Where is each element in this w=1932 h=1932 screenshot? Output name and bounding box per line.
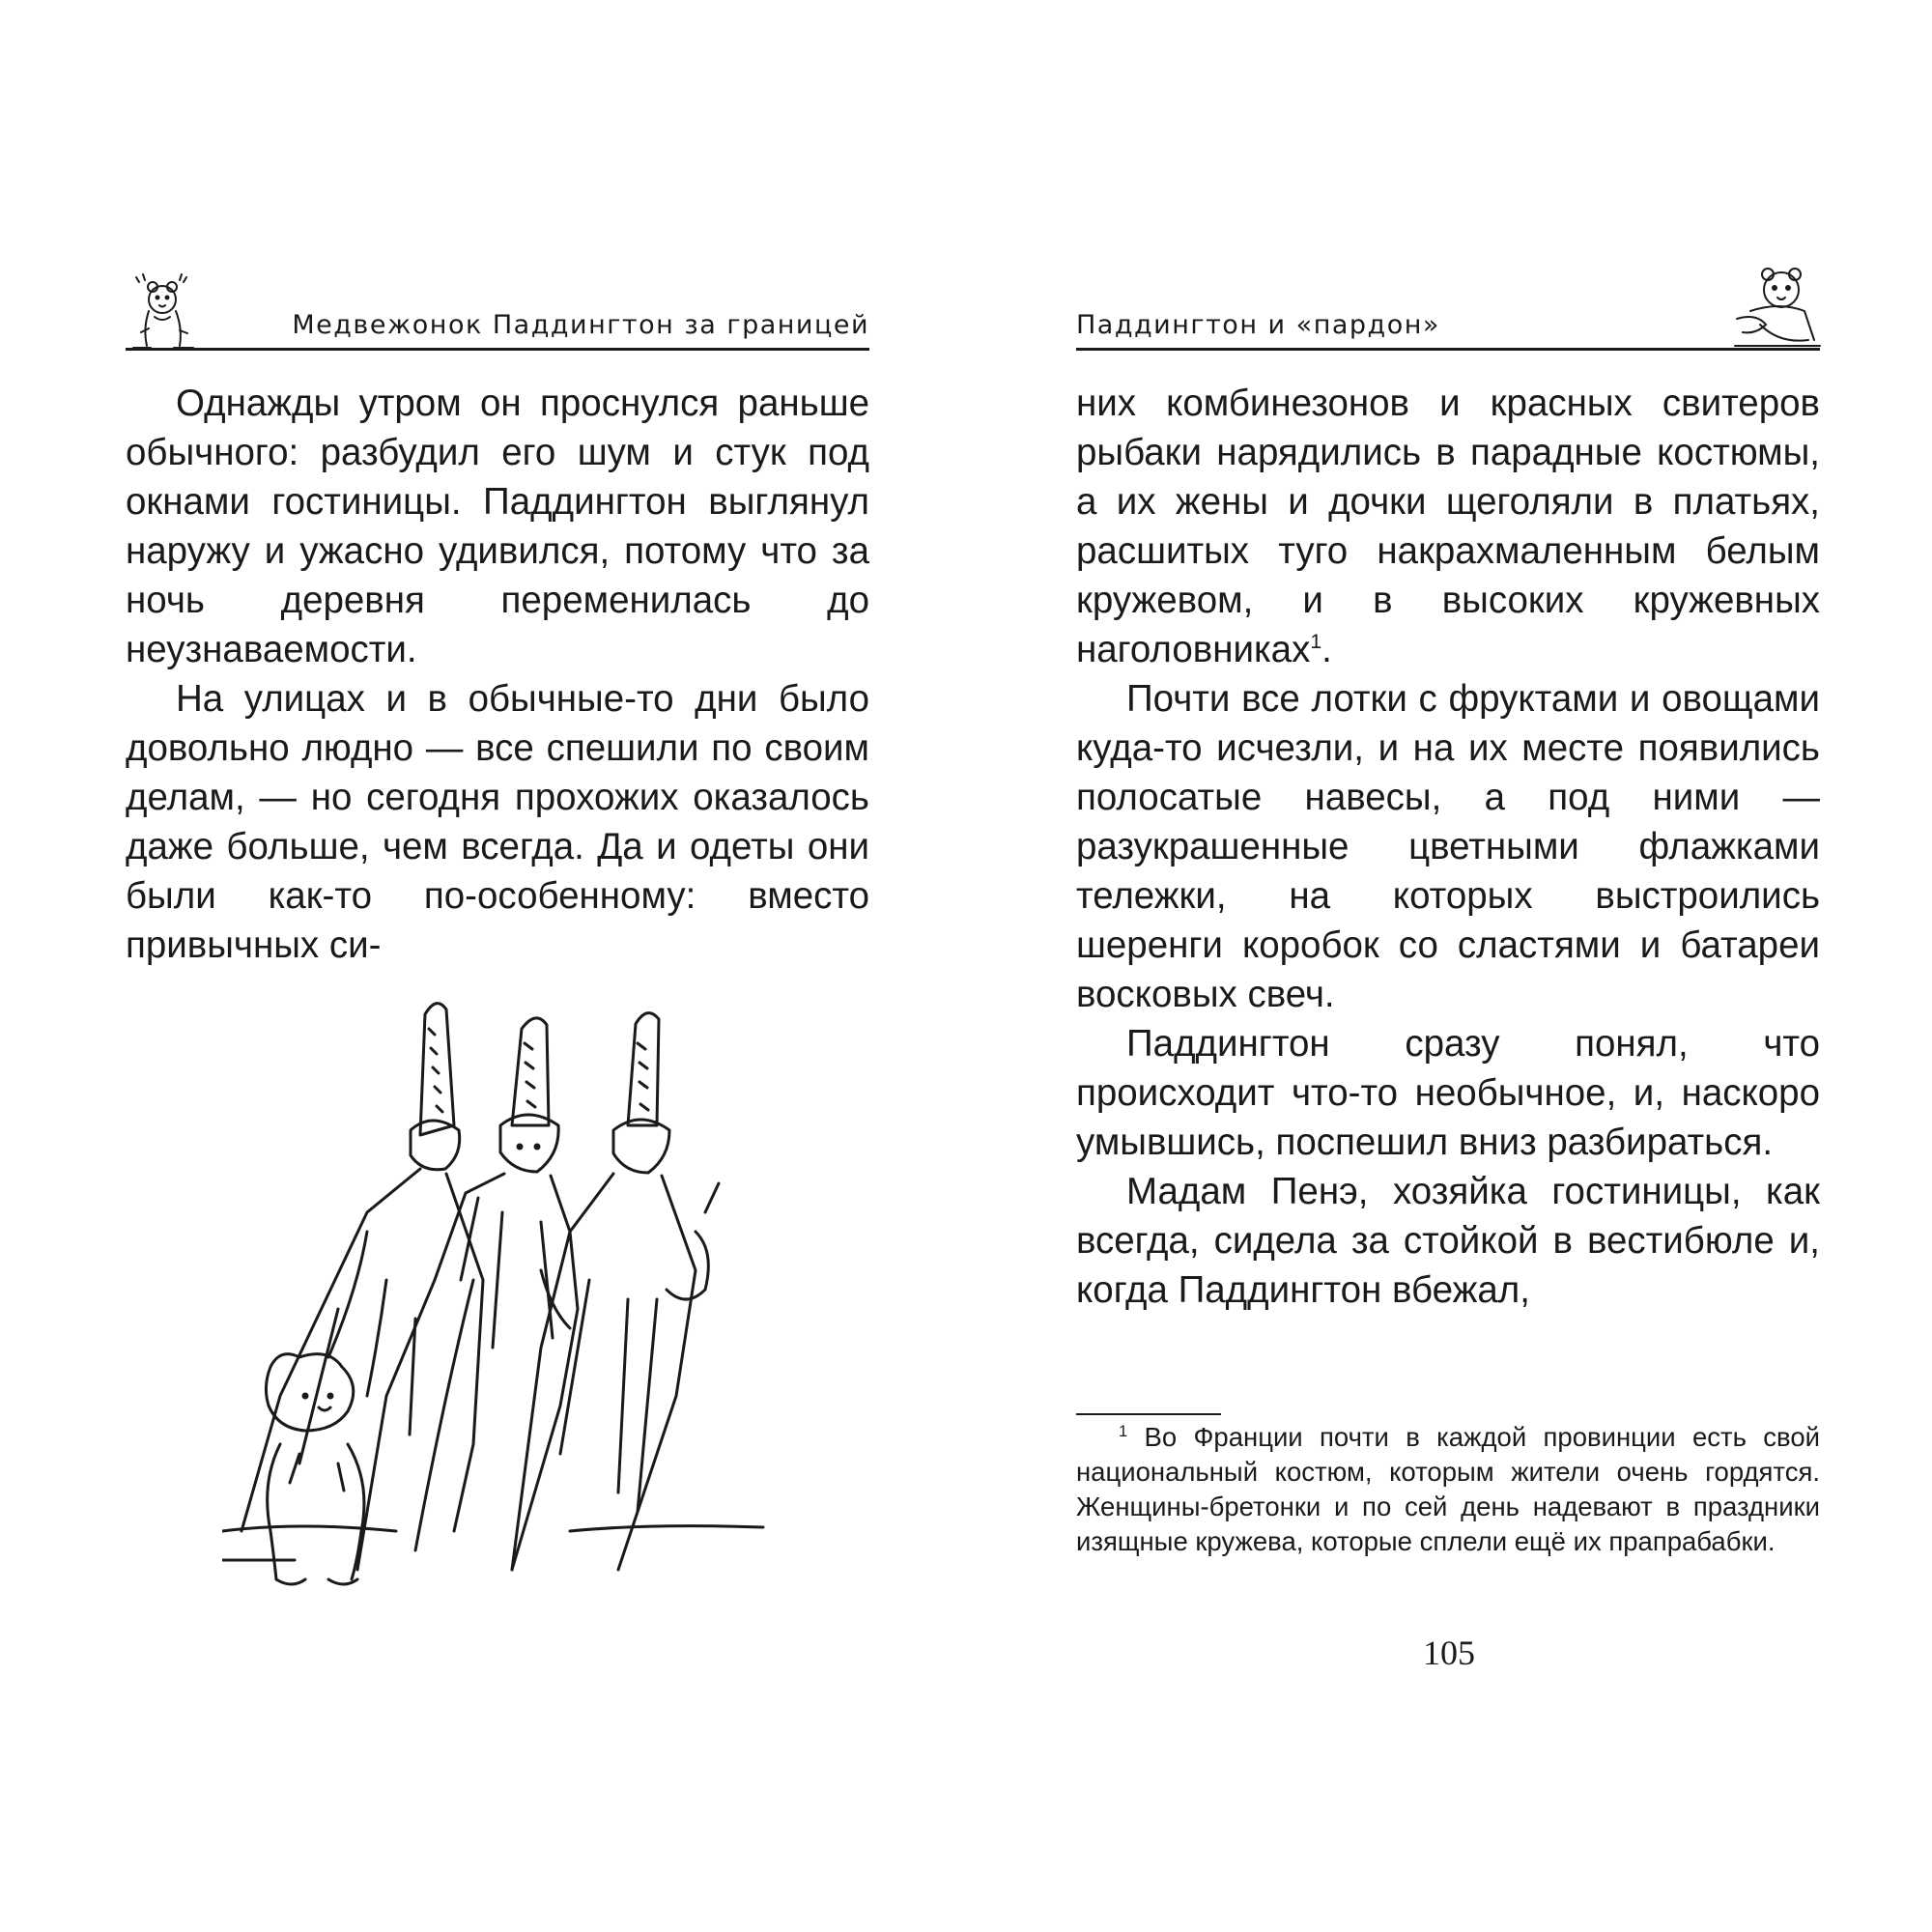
paragraph: Паддингтон сразу понял, что происходит что-то необычное, и, наскоро умывшись, поспешил вниз разбираться.: [1076, 1023, 1820, 1163]
page-number: 105: [1423, 1634, 1475, 1672]
footnote-divider: [1076, 1413, 1221, 1415]
continued-paragraph-end: .: [1321, 629, 1332, 670]
paragraph: Почти все лотки с фруктами и овощами куда-то исчезли, и на их месте появились полосатые навесы, а под ними — разукрашенные цветными флажками тележки, на которых выстроились шеренги коробок со сластями и батареи восковых свеч.: [1076, 678, 1820, 1015]
right-running-head: [1076, 290, 1820, 351]
footnote-marker: 1: [1119, 1422, 1128, 1440]
right-page: [966, 0, 1932, 1932]
bear-and-breton-women-illustration: [222, 990, 782, 1608]
right-running-head-title: Паддингтон и «пардон»: [1076, 310, 1440, 340]
footnote-text: Во Франции почти в каждой провинции есть свой национальный костюм, которым жители очень гордятся. Женщины-бретонки и по сей день надевают в праздники изящные кружева, которые сплели ещё их прапрабабки.: [1076, 1422, 1820, 1556]
bear-vignette-icon: [126, 272, 201, 350]
left-running-head-title: Медвежонок Паддингтон за границей: [292, 310, 869, 340]
left-running-head: [126, 290, 869, 351]
left-text-block: [126, 379, 869, 970]
continued-paragraph: [1076, 379, 1820, 674]
footnote: [1076, 1420, 1820, 1559]
paragraph: Мадам Пенэ, хозяйка гостиницы, как всегда, сидела за стойкой в вестибюле и, когда Паддингтон вбежал,: [1076, 1171, 1820, 1311]
right-text-block: [1076, 379, 1820, 1315]
paragraph: Однажды утром он проснулся раньше обычного: разбудил его шум и стук под окнами гостиницы. Паддингтон выглянул наружу и ужасно удивился, потому что за ночь деревня переменилась до неузнаваемости.: [126, 383, 869, 670]
paragraph: На улицах и в обычные-то дни было довольно людно — все спешили по своим делам, — но сегодня прохожих оказалось даже больше, чем всегда. Да и одеты они были как-то по-особенному: вместо привычных си-: [126, 678, 869, 966]
footnote-reference[interactable]: 1: [1310, 631, 1322, 654]
continued-paragraph-text: них комбинезонов и красных свитеров рыбаки нарядились в парадные костюмы, а их жены и дочки щеголяли в платьях, расшитых туго накрахмаленным белым кружевом, и в высоких кружевных наголовниках: [1076, 383, 1820, 670]
bear-vignette-icon: [1731, 261, 1824, 350]
